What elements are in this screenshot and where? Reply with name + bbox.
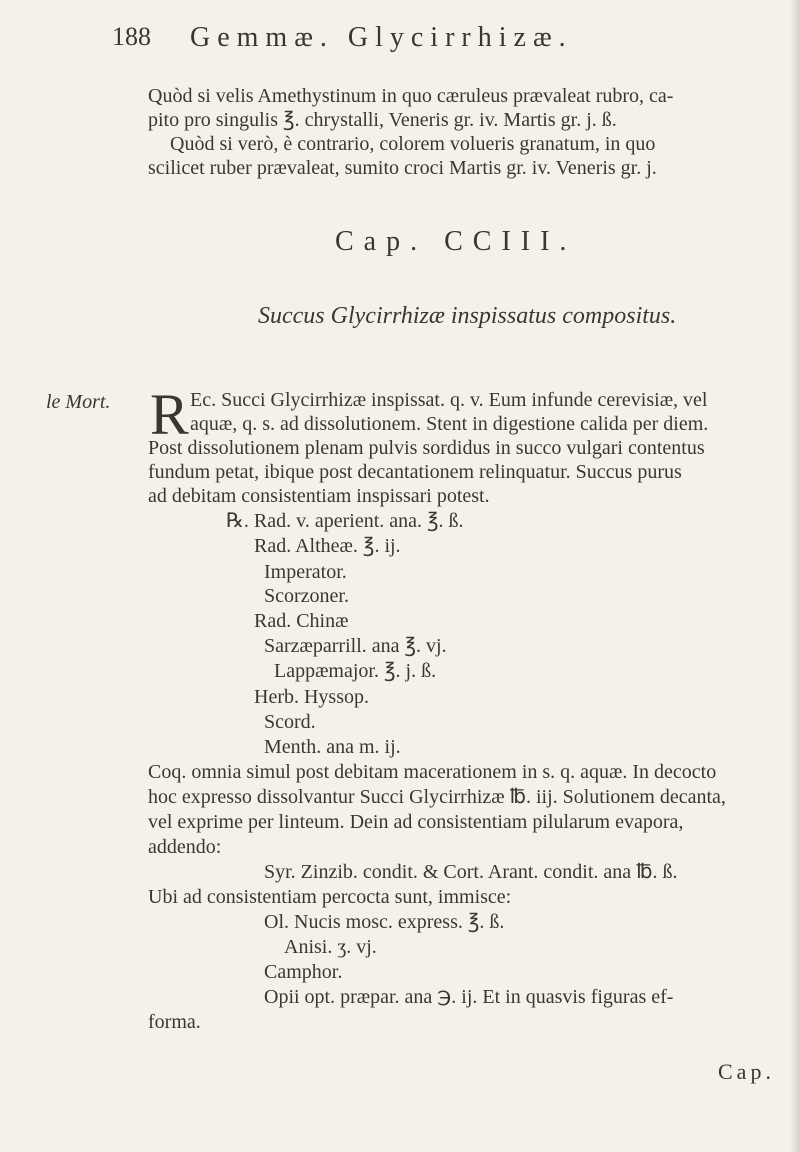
ingredient-line: ℞. Rad. v. aperient. ana. ℥. ß.	[226, 510, 464, 532]
margin-note: le Mort.	[46, 391, 111, 413]
ingredient-line: Imperator.	[264, 561, 347, 583]
text-line: scilicet ruber prævaleat, sumito croci Martis gr. iv. Veneris gr. j.	[148, 157, 657, 179]
text-line: ad debitam consistentiam inspissari potest.	[148, 485, 490, 507]
chapter-heading: Cap. CCIII.	[335, 226, 577, 257]
catchword: Cap.	[718, 1059, 775, 1084]
ingredient-line: Rad. Chinæ	[254, 610, 349, 632]
text-line: addendo:	[148, 836, 222, 858]
drop-cap: R	[150, 382, 189, 447]
ingredient-line: Scord.	[264, 711, 316, 733]
text-line: aquæ, q. s. ad dissolutionem. Stent in digestione calida per diem.	[190, 413, 709, 435]
ingredient-line: Menth. ana m. ij.	[264, 736, 401, 758]
addition-line: Anisi. ʒ. vj.	[284, 936, 377, 958]
text-line: Post dissolutionem plenam pulvis sordidus in succo vulgari contentus	[148, 437, 705, 459]
page-number: 188	[112, 22, 151, 51]
text-line: forma.	[148, 1011, 201, 1033]
text-line: vel exprime per linteum. Dein ad consistentiam pilularum evapora,	[148, 811, 684, 833]
text-line: Quòd si velis Amethystinum in quo cæruleus prævaleat rubro, ca-	[148, 85, 674, 107]
addition-line: Ol. Nucis mosc. express. ℥. ß.	[264, 911, 505, 933]
text-line: Ubi ad consistentiam percocta sunt, immisce:	[148, 886, 512, 908]
ingredient-line: Sarzæparrill. ana ℥. vj.	[264, 635, 447, 657]
syrup-line: Syr. Zinzib. condit. & Cort. Arant. condit. ana ℔. ß.	[264, 861, 678, 883]
page-edge-shadow	[790, 0, 800, 1152]
addition-line: Camphor.	[264, 961, 343, 983]
text-line: Ec. Succi Glycirrhizæ inspissat. q. v. Eum infunde cerevisiæ, vel	[190, 389, 708, 411]
running-title: Gemmæ. Glycirrhizæ.	[190, 22, 573, 53]
text-line: Quòd si verò, è contrario, colorem volueris granatum, in quo	[170, 133, 656, 155]
addition-line: Opii opt. præpar. ana ℈. ij. Et in quasvis figuras ef-	[264, 986, 674, 1008]
page-header	[112, 22, 772, 62]
text-line: pito pro singulis ℥. chrystalli, Veneris gr. iv. Martis gr. j. ß.	[148, 109, 617, 131]
ingredient-line: Lappæmajor. ℥. j. ß.	[274, 660, 437, 682]
text-line: fundum petat, ibique post decantationem relinquatur. Succus purus	[148, 461, 682, 483]
ingredient-line: Rad. Altheæ. ℥. ij.	[254, 535, 401, 557]
chapter-subtitle: Succus Glycirrhizæ inspissatus compositus.	[258, 303, 677, 329]
text-line: Coq. omnia simul post debitam macerationem in s. q. aquæ. In decocto	[148, 761, 717, 783]
text-line: hoc expresso dissolvantur Succi Glycirrhizæ ℔. iij. Solutionem decanta,	[148, 786, 726, 808]
ingredient-line: Scorzoner.	[264, 585, 349, 607]
ingredient-line: Herb. Hyssop.	[254, 686, 369, 708]
